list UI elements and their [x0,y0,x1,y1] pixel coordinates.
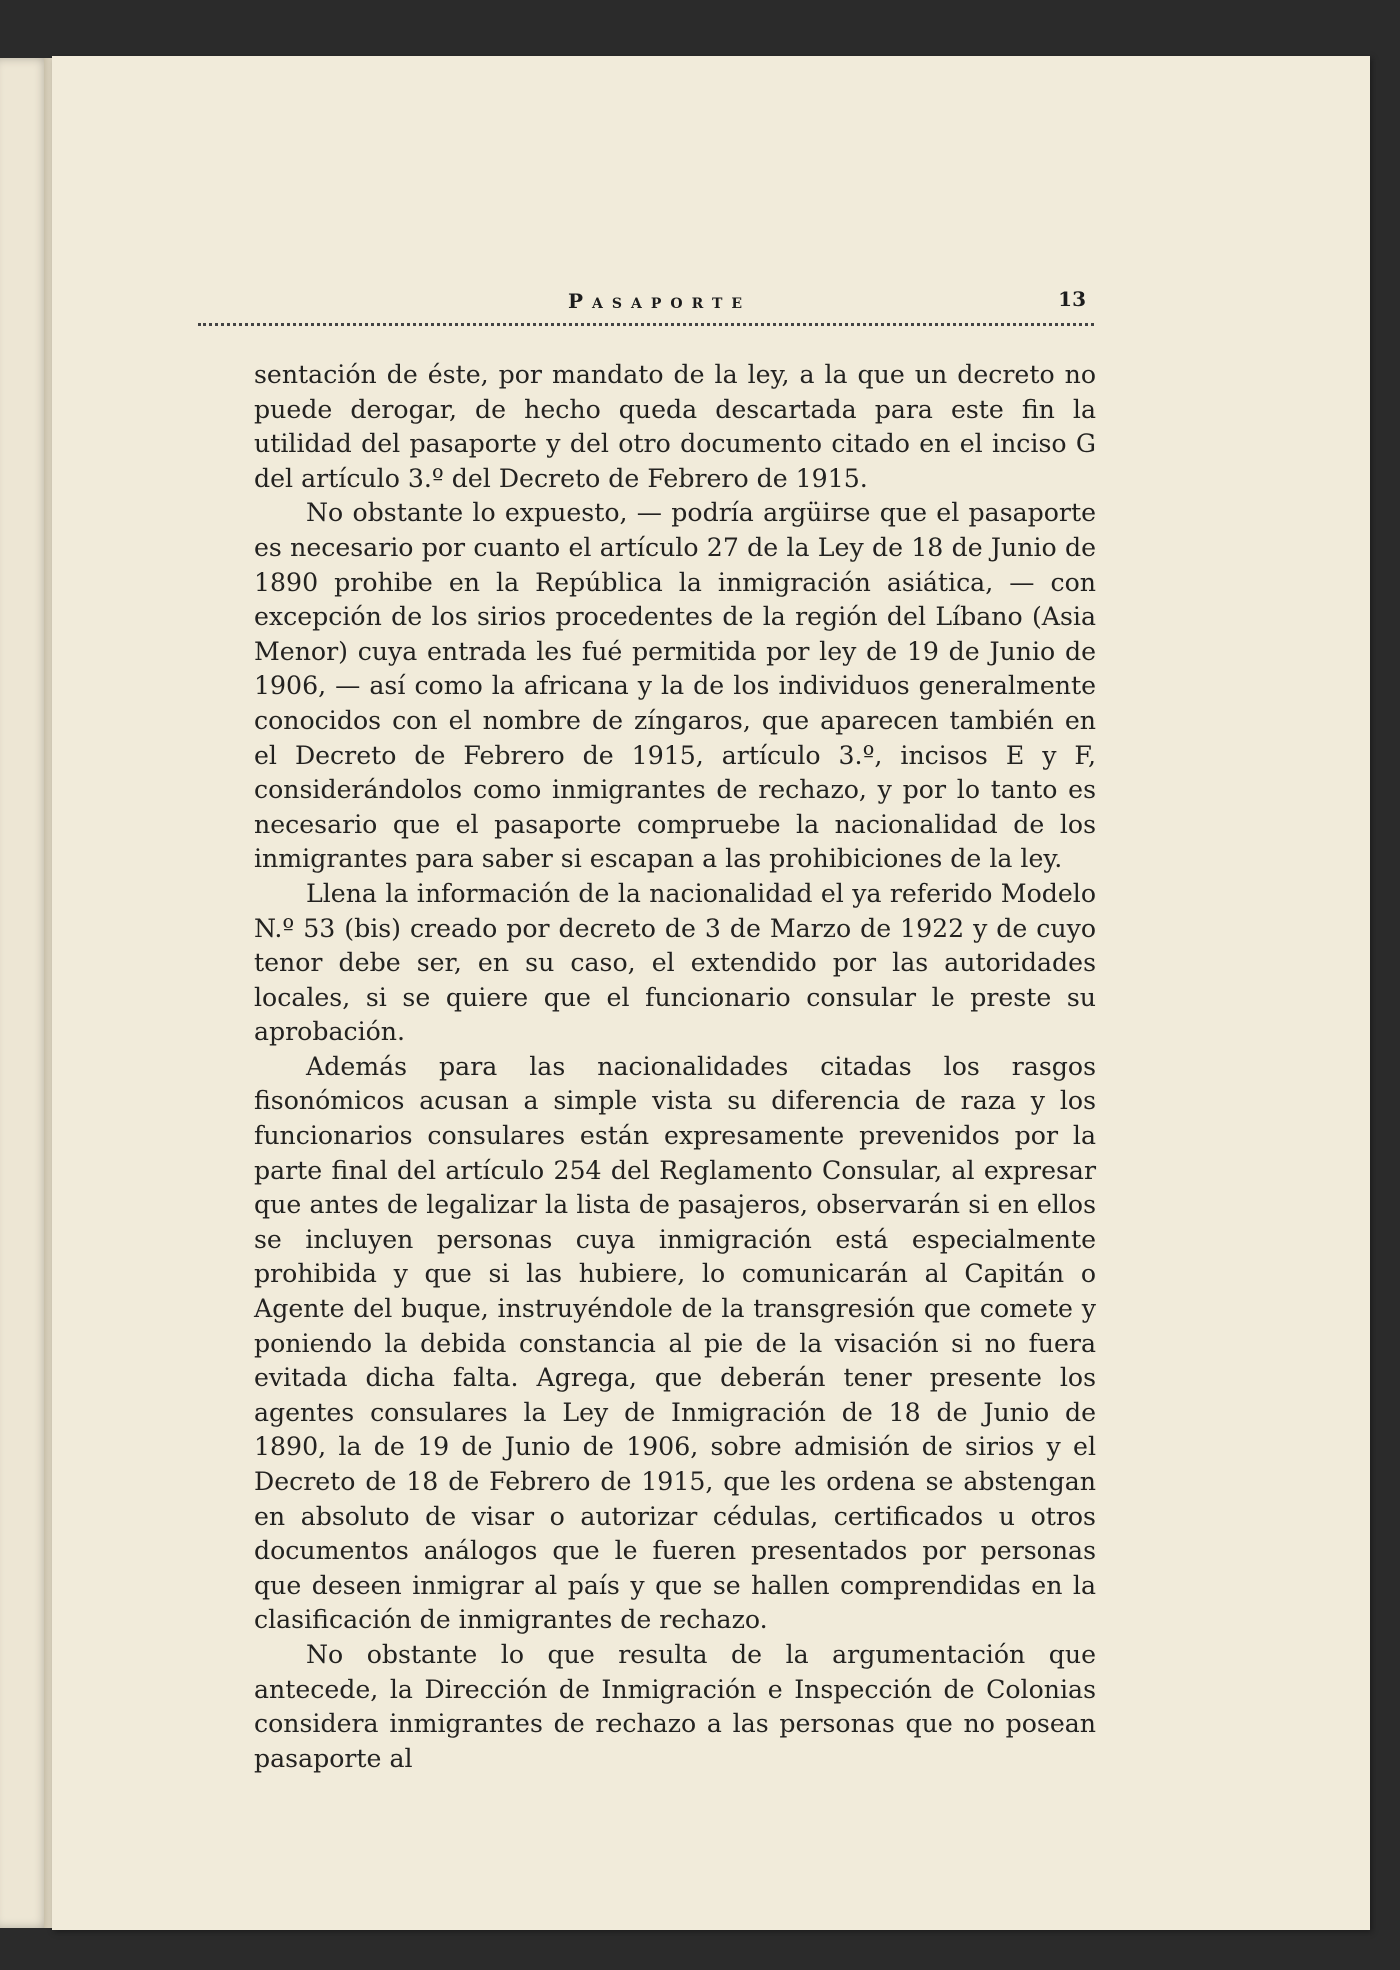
header-rule [198,323,1094,326]
body-text [254,358,1096,1776]
paragraph: Llena la información de la nacionalidad el ya referido Modelo N.º 53 (bis) creado por decreto de 3 de Marzo de 1922 y de cuyo tenor debe ser, en su caso, el extendido por las autoridades locales, si se quiere que el funcionario consular le preste su aprobación. [254,878,1096,1047]
running-title: Pasaporte [568,289,752,313]
page-number: 13 [1058,287,1086,311]
paragraph: sentación de éste, por mandato de la ley, a la que un decreto no puede derogar, de hecho queda descartada para este fin la utilidad del pasaporte y del otro documento citado en el inciso G del artículo 3.º del Decreto de Febrero de 1915. [254,360,1096,493]
facing-page-edge [0,58,50,1928]
page-header [198,231,1094,311]
paragraph: No obstante lo expuesto, — podría argüirse que el pasaporte es necesario por cuanto el artículo 27 de la Ley de 18 de Junio de 1890 prohibe en la República la inmigración asiática, — con excepción de los sirios procedentes de la región del Líbano (Asia Menor) cuya entrada les fué permitida por ley de 19 de Junio de 1906, — así como la africana y la de los individuos generalmente conocidos con el nombre de zíngaros, que aparecen también en el Decreto de Febrero de 1915, artículo 3.º, incisos E y F, considerándolos como inmigrantes de rechazo, y por lo tanto es necesario que el pasaporte compruebe la nacionalidad de los inmigrantes para saber si escapan a las prohibiciones de la ley. [254,498,1096,874]
paragraph: Además para las nacionalidades citadas los rasgos fisonómicos acusan a simple vista su diferencia de raza y los funcionarios consulares están expresamente prevenidos por la parte final del artículo 254 del Reglamento Consular, al expresar que antes de legalizar la lista de pasajeros, observarán si en ellos se incluyen personas cuya inmigración está especialmente prohibida y que si las hubiere, lo comunicarán al Capitán o Agente del buque, instruyéndole de la transgresión que comete y poniendo la debida constancia al pie de la visación si no fuera evitada dicha falta. Agrega, que deberán tener presente los agentes consulares la Ley de Inmigración de 18 de Junio de 1890, la de 19 de Junio de 1906, sobre admisión de sirios y el Decreto de 18 de Febrero de 1915, que les ordena se abstengan en absoluto de visar o autorizar cédulas, certificados u otros documentos análogos que le fueren presentados por personas que deseen inmigrar al país y que se hallen comprendidas en la clasificación de inmigrantes de rechazo. [254,1051,1096,1635]
paragraph: No obstante lo que resulta de la argumentación que antecede, la Dirección de Inmigración e Inspección de Colonias considera inmigrantes de rechazo a las personas que no posean pasaporte al [254,1639,1096,1773]
